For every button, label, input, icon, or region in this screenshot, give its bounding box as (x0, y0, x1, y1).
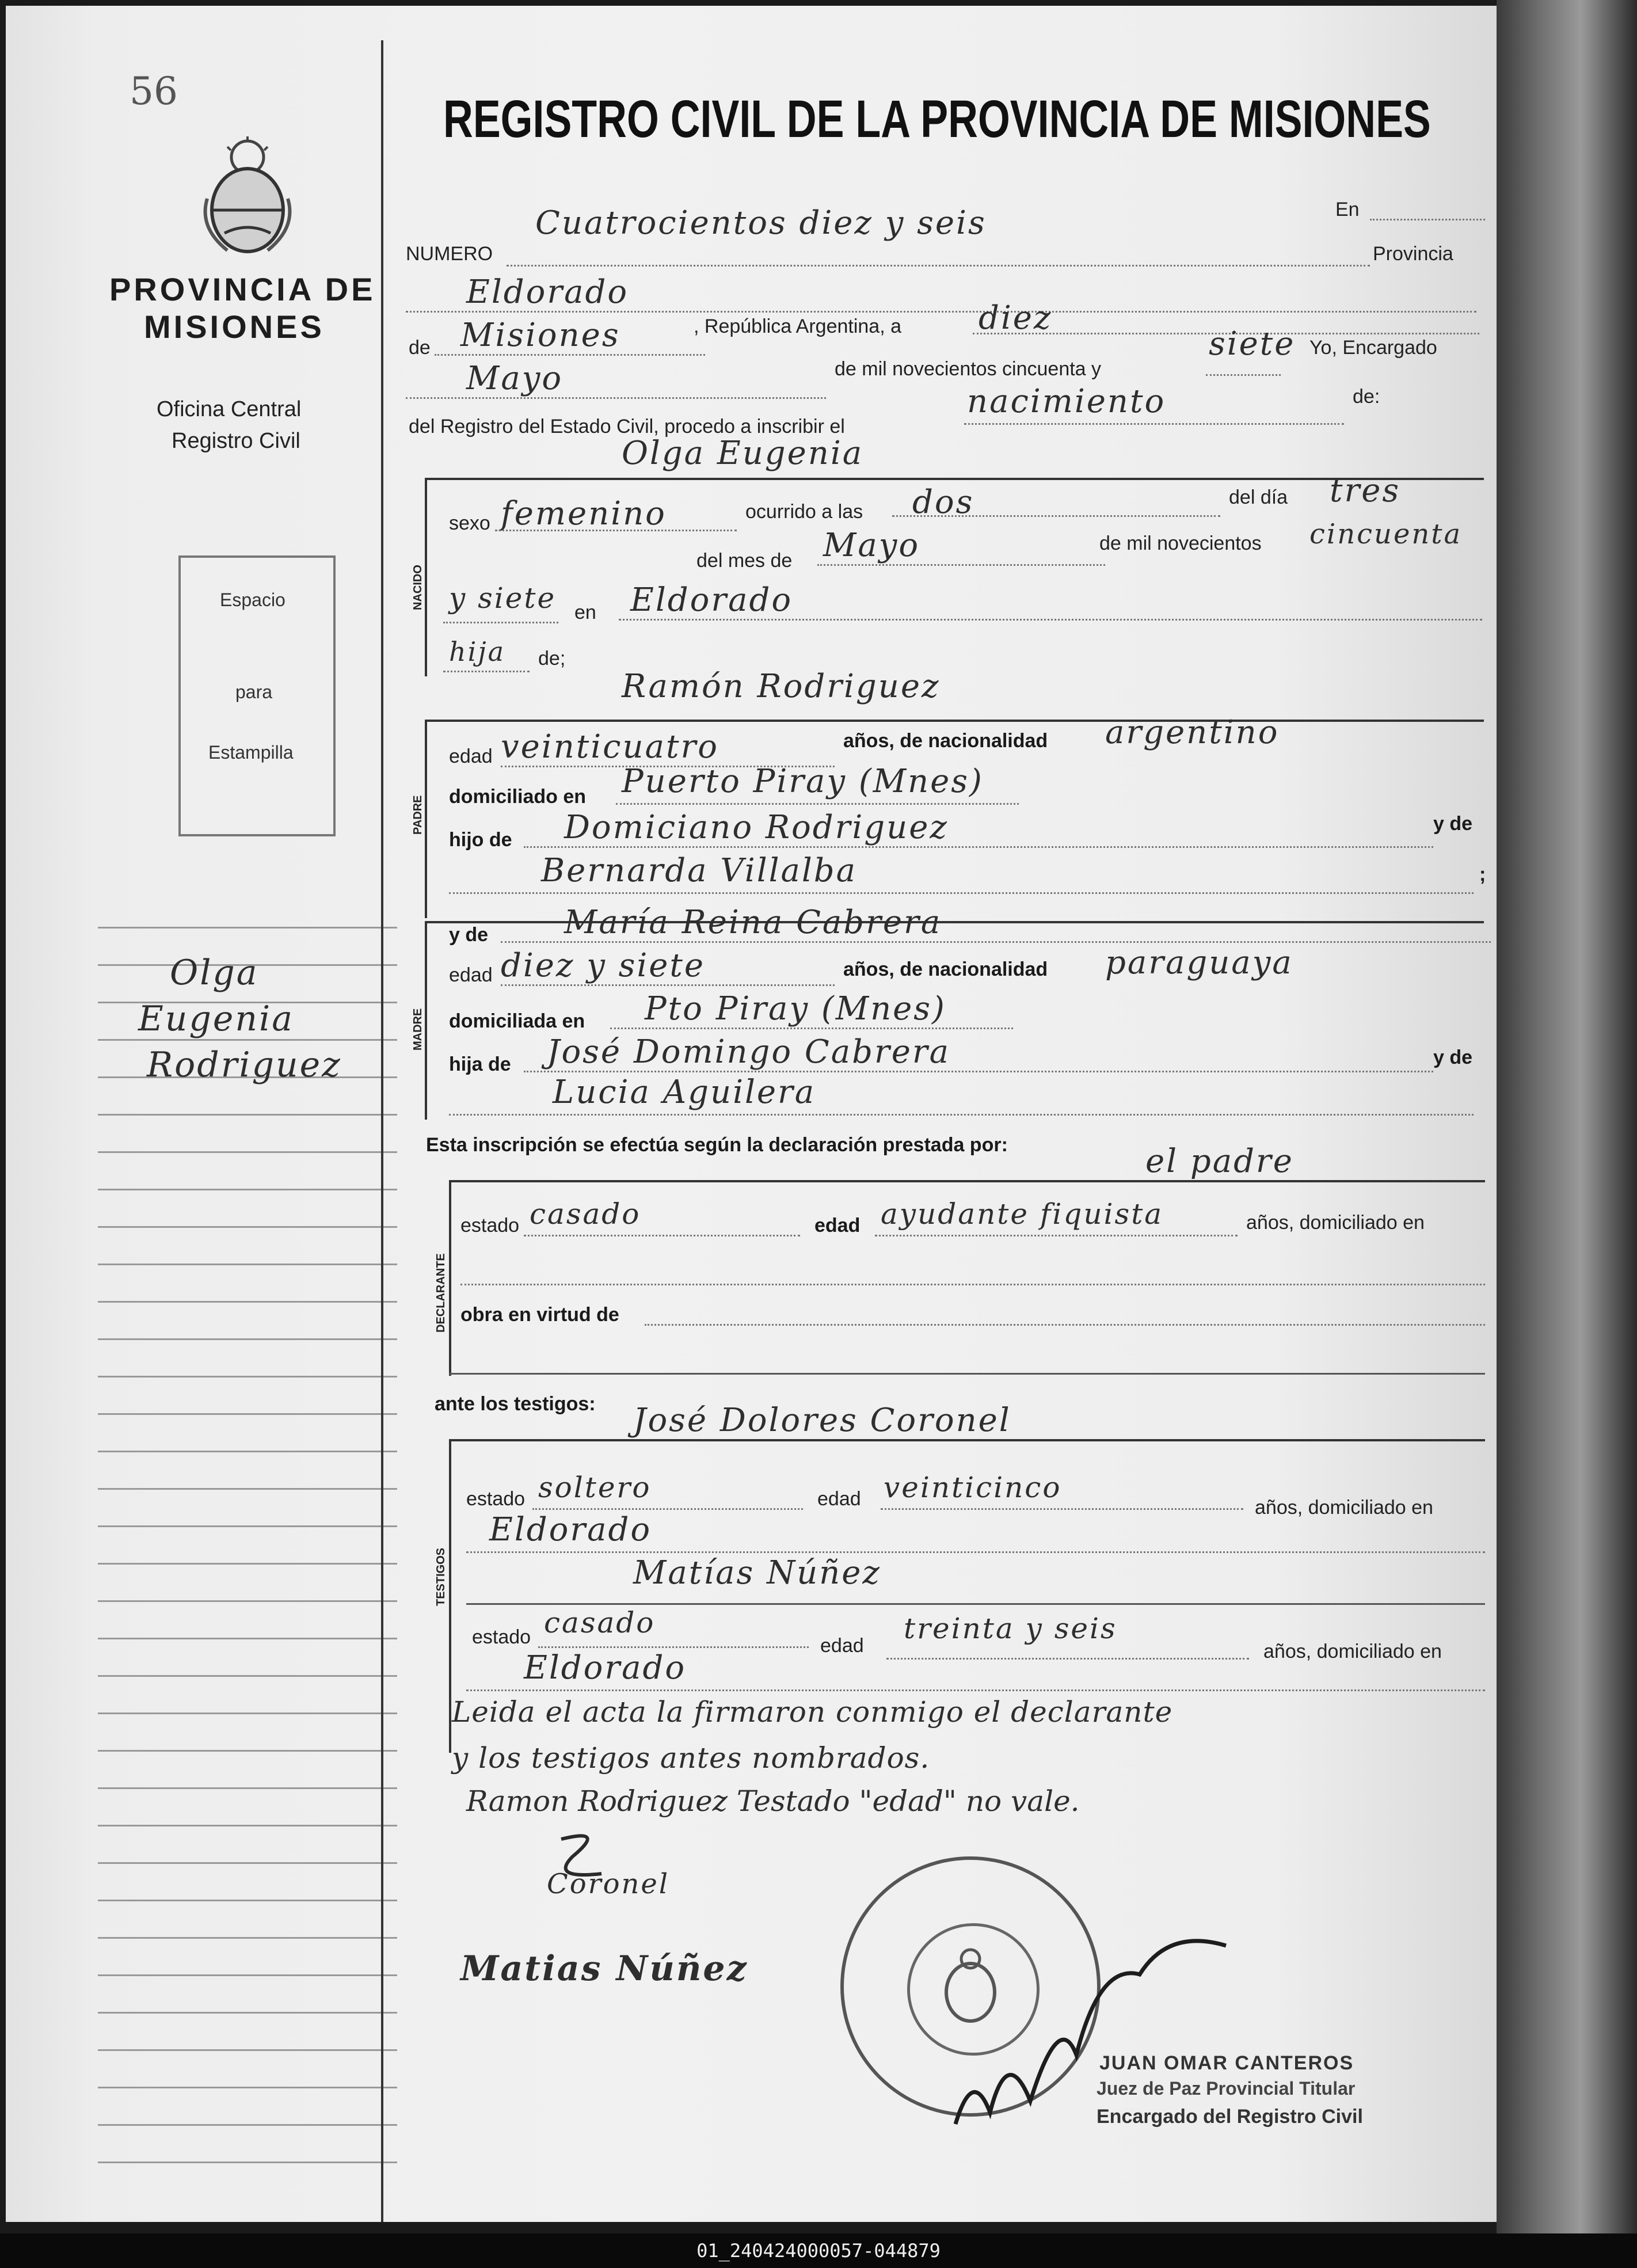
margin-note-line3: Rodriguez (147, 1045, 342, 1085)
anio-value: siete (1209, 325, 1296, 363)
del-registro-label: del Registro del Estado Civil, procedo a inscribir el (409, 416, 845, 437)
testigo1-value: José Dolores Coronel (633, 1402, 1011, 1439)
del-dia-label: del día (1229, 486, 1288, 508)
de-colon-label: de: (1353, 386, 1380, 408)
dia-nac-value: tres (1330, 472, 1401, 509)
decl-edad-value: ayudante fiquista (881, 1197, 1164, 1231)
office-line1: Oficina Central (157, 397, 302, 421)
testigos-bracket (449, 1439, 451, 1753)
padre-padre-value: Domiciano Rodriguez (564, 809, 949, 846)
madre-nombre-value: María Reina Cabrera (564, 904, 942, 941)
obra-virtud-label: obra en virtud de (460, 1304, 619, 1326)
page-number: 56 (130, 69, 178, 113)
madre-domiciliada-label: domiciliada en (449, 1010, 585, 1032)
footer-id: 01_240424000057-044879 (0, 2233, 1637, 2268)
office-line2: Registro Civil (172, 429, 300, 453)
cierre-line1: Leida el acta la firmaron conmigo el declarante (452, 1695, 1173, 1729)
ocurrido-label: ocurrido a las (745, 501, 863, 523)
judge-signature-icon (921, 1894, 1243, 2136)
inscripcion-label: Esta inscripción se efectúa según la declaración prestada por: (426, 1134, 1008, 1156)
t2-edad-value: treinta y seis (904, 1612, 1117, 1645)
t1-dom-value: Eldorado (489, 1511, 652, 1548)
acto-value: nacimiento (967, 383, 1166, 420)
padre-y-de-label: y de (1433, 813, 1473, 835)
yo-encargado-label: Yo, Encargado (1309, 337, 1437, 359)
padre-semicolon: ; (1479, 863, 1486, 885)
decl-anos-domiciliado-label: años, domiciliado en (1246, 1212, 1425, 1234)
stamp-box-line1: Espacio (220, 589, 285, 610)
madre-padre-value: José Domingo Cabrera (547, 1033, 951, 1071)
de-label: de (409, 337, 431, 359)
official-name: JUAN OMAR CANTEROS (1099, 2052, 1354, 2074)
hija-value: hija (449, 636, 506, 667)
t1-edad-value: veinticinco (884, 1471, 1062, 1504)
official-role2: Encargado del Registro Civil (1097, 2106, 1363, 2128)
provincia-label: Provincia (1373, 243, 1453, 265)
province-line2: MISIONES (144, 309, 325, 345)
en-small-label: en (574, 602, 596, 623)
padre-bracket (425, 720, 427, 918)
de-mil-nov-label: de mil novecientos (1099, 532, 1262, 554)
padre-edad-value: veinticuatro (501, 728, 719, 766)
t1-anos-domiciliado-label: años, domiciliado en (1255, 1497, 1433, 1519)
margin-note-line1: Olga (170, 953, 259, 993)
mes-nac-value: Mayo (823, 527, 920, 564)
madre-edad-value: diez y siete (501, 947, 706, 984)
dia-value: diez (979, 299, 1053, 337)
en-label: En (1335, 199, 1360, 220)
mes-value: Mayo (466, 360, 564, 397)
stamp-box-line3: Estampilla (208, 742, 294, 763)
declarante-side-label: DECLARANTE (435, 1253, 447, 1333)
firma-nunez: Matias Núñez (460, 1949, 748, 1989)
madre-hija-de-label: hija de (449, 1053, 511, 1075)
t1-estado-value: soltero (538, 1471, 652, 1504)
madre-y-de-label: y de (449, 924, 489, 946)
hora-value: dos (912, 484, 974, 521)
lugar-value: Eldorado (466, 273, 629, 311)
coat-of-arms-icon (193, 135, 302, 256)
t2-estado-label: estado (472, 1626, 531, 1648)
del-mes-label: del mes de (696, 550, 793, 572)
ante-testigos-label: ante los testigos: (435, 1393, 596, 1415)
lugar-nac-value: Eldorado (630, 581, 793, 619)
nacido-side-label: NACIDO (412, 565, 424, 610)
t2-estado-value: casado (544, 1606, 656, 1639)
padre-side-label: PADRE (412, 795, 424, 835)
official-role1: Juez de Paz Provincial Titular (1097, 2078, 1356, 2099)
madre-madre-value: Lucia Aguilera (553, 1074, 816, 1111)
padre-dom-value: Puerto Piray (Mnes) (622, 763, 984, 800)
madre-y-de-end-label: y de (1433, 1047, 1473, 1068)
decl-estado-value: casado (530, 1197, 641, 1231)
hija-de-label: de; (538, 648, 566, 669)
numero-label: NUMERO (406, 243, 493, 265)
margin-divider (381, 40, 383, 2222)
province-line1: PROVINCIA DE (109, 271, 376, 307)
decl-edad-label: edad (814, 1215, 861, 1236)
padre-edad-label: edad (449, 745, 493, 767)
firma-testado-line: Ramon Rodriguez Testado "edad" no vale. (466, 1784, 1080, 1818)
t1-edad-label: edad (817, 1488, 861, 1510)
madre-bracket (425, 921, 427, 1120)
testigos-side-label: TESTIGOS (435, 1547, 447, 1606)
firma-coronel: Coronel (547, 1868, 670, 1900)
decl-estado-label: estado (460, 1215, 520, 1236)
sexo-value: femenino (501, 495, 667, 532)
madre-nac-value: paraguaya (1105, 944, 1293, 981)
padre-anos-nac-label: años, de nacionalidad (843, 730, 1048, 752)
margin-note-line2: Eugenia (138, 999, 294, 1039)
anio-nac1-value: cincuenta (1309, 518, 1463, 550)
cierre-line2: y los testigos antes nombrados. (452, 1741, 930, 1775)
madre-anos-nac-label: años, de nacionalidad (843, 958, 1048, 980)
registry-page (6, 6, 1497, 2222)
t2-dom-value: Eldorado (524, 1649, 687, 1687)
padre-nombre-value: Ramón Rodriguez (622, 668, 941, 705)
madre-dom-value: Pto Piray (Mnes) (645, 990, 946, 1028)
nombre-value: Olga Eugenia (622, 435, 864, 472)
stamp-box (178, 555, 336, 836)
padre-nac-value: argentino (1105, 714, 1280, 751)
t1-estado-label: estado (466, 1488, 526, 1510)
book-spine (1497, 0, 1637, 2233)
padre-domiciliado-label: domiciliado en (449, 786, 587, 808)
numero-value: Cuatrocientos diez y seis (535, 204, 987, 242)
declarante-bracket (449, 1180, 451, 1376)
t2-anos-domiciliado-label: años, domiciliado en (1263, 1641, 1442, 1662)
padre-hijo-de-label: hijo de (449, 829, 512, 851)
de-mil-label: de mil novecientos cincuenta y (835, 358, 1102, 380)
declarante-value: el padre (1145, 1143, 1294, 1180)
republica-label: , República Argentina, a (694, 315, 902, 337)
nacido-bracket (425, 478, 427, 676)
stamp-box-line2: para (235, 682, 273, 702)
sexo-label: sexo (449, 512, 490, 534)
madre-edad-label: edad (449, 964, 493, 986)
testigo2-value: Matías Núñez (633, 1554, 881, 1592)
madre-side-label: MADRE (412, 1008, 424, 1051)
provincia-value: Misiones (460, 317, 620, 354)
anio-nac2-value: y siete (449, 581, 557, 615)
page-title: REGISTRO CIVIL DE LA PROVINCIA DE MISIONES (443, 90, 1431, 149)
t2-edad-label: edad (820, 1635, 864, 1657)
padre-madre-value: Bernarda Villalba (541, 852, 858, 889)
